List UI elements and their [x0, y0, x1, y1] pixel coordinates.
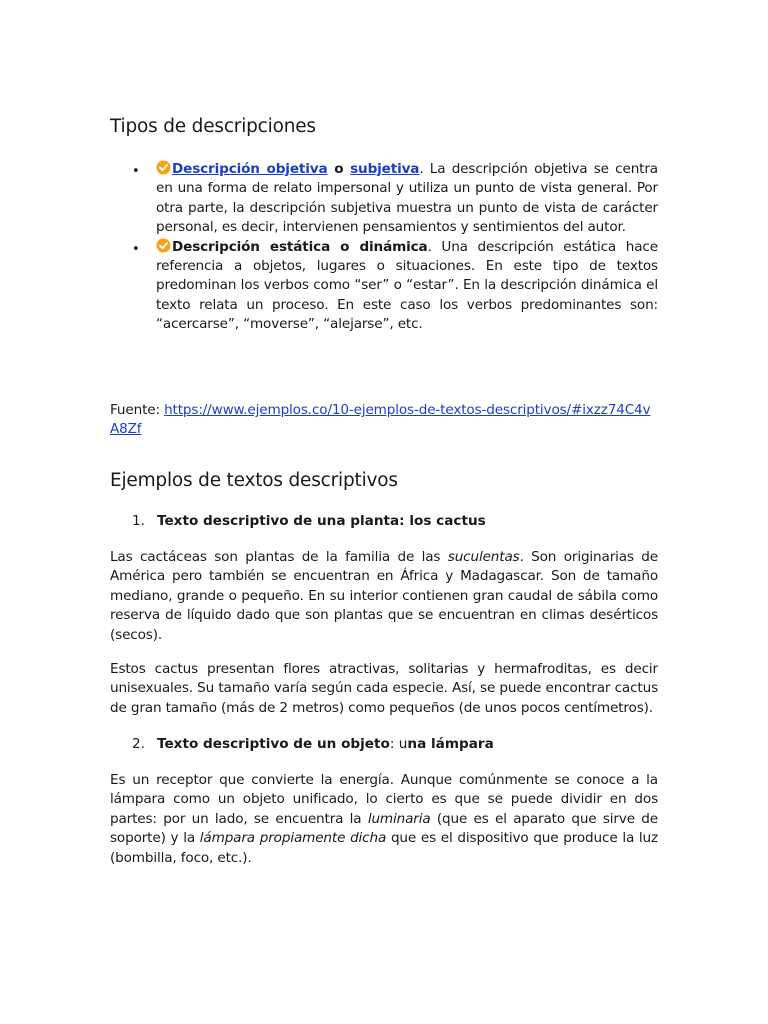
item-title-bold: na lámpara — [407, 736, 494, 752]
item-title — [157, 735, 494, 754]
paragraph-cactus-2: Estos cactus presentan flores atractivas, solitarias y hermafroditas, es decir unisexuales. Su tamaño varía según cada especie. Así, se puede encontrar cactus de gran tamaño (más de 2 metros) como pequeños (de unos pocos centímetros). — [110, 661, 658, 716]
bullet-item-estatica — [110, 238, 658, 335]
bullet-marker: • — [132, 241, 140, 257]
paragraph-text: que es el dispositivo que produce la luz (bombilla, foco, etc.). — [110, 830, 658, 866]
paragraph-italic: suculentas — [447, 549, 520, 565]
paragraph-text: Las cactáceas son plantas de la familia de las — [110, 549, 448, 565]
source-label: Fuente: — [110, 402, 165, 418]
bullet-bold-title: Descripción estática o dinámica — [172, 238, 428, 255]
item-title: Texto descriptivo de una planta: los cactus — [157, 513, 486, 529]
paragraph-italic: luminaria — [367, 810, 431, 827]
item-number: 1. — [132, 513, 145, 529]
bullet-body-text: . La descripción objetiva se centra en una forma de relato impersonal y utiliza un punto de vista general. Por otra parte, la descripción subjetiva muestra un punto de vista de carácter personal, es decir, intervienen pensamientos y sentimientos del autor. — [156, 161, 658, 236]
item-number: 2. — [132, 736, 145, 752]
bullet-text — [156, 238, 658, 335]
link-subjetiva[interactable]: subjetiva — [350, 161, 420, 177]
item-title-plain: : u — [389, 736, 408, 752]
bullet-text — [156, 160, 658, 238]
section-heading-tipos: Tipos de descripciones — [110, 116, 316, 137]
bullet-list — [110, 160, 658, 335]
check-circle-icon — [156, 238, 171, 253]
source-citation — [110, 401, 658, 440]
paragraph-cactus-1 — [110, 548, 658, 645]
bullet-body-text: . Una descripción estática hace referencia a objetos, lugares o situaciones. En este tipo de textos predominan los verbos como “ser” o “estar”. En la descripción dinámica el texto relata un proceso. En este caso los verbos predominantes son: “acercarse”, “moverse”, “alejarse”, etc. — [156, 238, 658, 333]
section-heading-ejemplos: Ejemplos de textos descriptivos — [110, 470, 398, 491]
paragraph-text: (que es el aparato que sirve de soporte) y la — [110, 810, 658, 847]
paragraph-lampara — [110, 771, 658, 868]
paragraph-text: . Son originarias de América pero también se encuentran en África y Madagascar. Son de tamaño mediano, grande o pequeño. En su interior contienen gran caudal de sábila como reserva de líquido dado que son plantas que se encuentran en climas desérticos (secos). — [110, 549, 658, 643]
paragraph-text: Es un receptor que convierte la energía. Aunque comúnmente se conoce a la lámpara como un objeto unificado, lo cierto es que se puede dividir en dos partes: por un lado, se encuentra la — [110, 772, 658, 827]
link-descripcion-objetiva[interactable]: Descripción objetiva — [172, 161, 328, 177]
paragraph-italic: lámpara propiamente dicha — [199, 830, 387, 847]
check-circle-icon — [156, 160, 171, 175]
item-title-bold: Texto descriptivo de un objeto — [157, 736, 390, 752]
source-link[interactable]: https://www.ejemplos.co/10-ejemplos-de-textos-descriptivos/#ixzz74C4vA8Zf — [110, 402, 651, 438]
connector-o: o — [327, 161, 351, 177]
bullet-item-objetiva — [110, 160, 658, 238]
bullet-marker: • — [132, 164, 140, 179]
